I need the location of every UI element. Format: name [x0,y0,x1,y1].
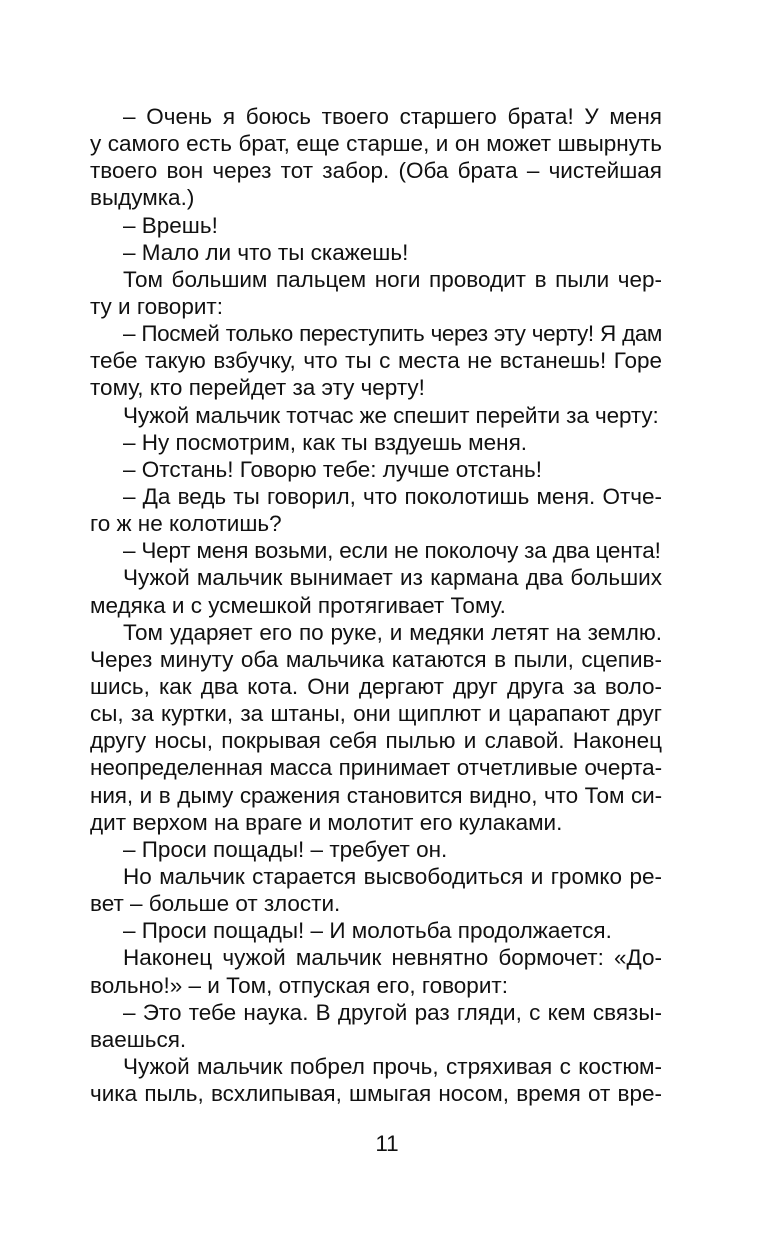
text-line: ваешься. [90,1026,187,1052]
text-line: Том ударяет его по руке, и медяки летят на землю. [123,619,662,645]
text-line: – Да ведь ты говорил, что поколотишь меня. Отче- [123,483,662,509]
text-line: – Это тебе наука. В другой раз гляди, с кем связы- [123,999,662,1025]
text-line: у самого есть брат, еще старше, и он может швырнуть [90,131,662,157]
text-line: – Черт меня возьми, если не поколочу за два цента! [123,538,661,564]
text-line: Наконец чужой мальчик невнятно бормочет: «До- [123,945,662,971]
text-line: Том большим пальцем ноги проводит в пыли чер- [123,266,662,292]
text-line: Через минуту оба мальчика катаются в пыли, сцепив- [90,646,662,672]
text-line: Но мальчик старается высвободиться и громко ре- [123,863,662,889]
text-line: – Посмей только переступить через эту черту! Я дам [123,321,662,347]
text-line: – Отстань! Говорю тебе: лучше отстань! [123,456,542,482]
text-line: го ж не колотишь? [90,511,282,537]
text-line: – Проси пощады! – требует он. [123,836,448,862]
text-line: – Врешь! [123,212,218,238]
text-line: – Очень я боюсь твоего старшего брата! У меня [123,104,662,129]
page-number: 11 [375,1131,399,1156]
text-line: чика пыль, всхлипывая, шмыгая носом, время от вре- [90,1081,662,1107]
text-line: ту и говорит: [90,293,223,319]
text-line: – Мало ли что ты скажешь! [123,239,409,265]
text-line: твоего вон через тот забор. (Оба брата – чистейшая [90,158,662,184]
text-line: – Ну посмотрим, как ты вздуешь меня. [123,429,528,455]
text-line: другу носы, покрывая себя пылью и славой. Наконец [90,728,662,754]
text-line: выдумка.) [90,185,195,211]
text-line: неопределенная масса принимает отчетливые очерта- [90,755,662,781]
text-line: тому, кто перейдет за эту черту! [90,375,425,401]
text-line: Чужой мальчик вынимает из кармана два больших [123,565,662,591]
text-line: шись, как два кота. Они дергают друг друга за воло- [90,673,662,699]
text-line: – Проси пощады! – И молотьба продолжается. [123,918,612,944]
text-line: ния, и в дыму сражения становится видно, что Том си- [90,782,662,808]
text-line: вольно!» – и Том, отпуская его, говорит: [90,972,508,998]
text-line: Чужой мальчик побрел прочь, стряхивая с костюм- [123,1053,662,1079]
text-line: Чужой мальчик тотчас же спешит перейти за черту: [123,402,659,428]
text-line: дит верхом на враге и молотит его кулаками. [90,809,563,835]
text-line: медяка и с усмешкой протягивает Тому. [90,592,506,618]
text-line: сы, за куртки, за штаны, они щиплют и царапают друг [90,701,662,727]
text-line: тебе такую взбучку, что ты с места не встанешь! Горе [90,348,662,374]
text-line: вет – больше от злости. [90,891,341,917]
body-text [90,103,662,1107]
